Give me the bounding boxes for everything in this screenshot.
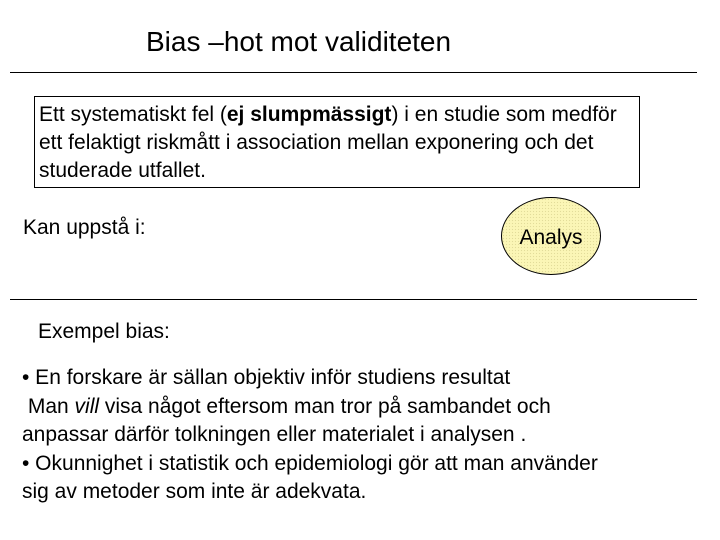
definition-emphasis: ej slumpmässigt	[226, 103, 392, 126]
analysis-oval	[501, 197, 601, 275]
slide-title: Bias –hot mot validiteten	[146, 26, 452, 57]
analysis-oval-label: Analys	[519, 226, 583, 249]
middle-divider	[10, 299, 697, 300]
definition-text-start: Ett systematiskt fel (	[39, 103, 227, 126]
examples-text	[22, 364, 702, 507]
example-line-2-start: Man	[22, 394, 75, 418]
definition-text-end: ) i en studie som medför ett felaktigt riskmått i association mellan exponering och det studerade utfallet.	[39, 103, 617, 182]
example-line-2-emphasis: vill	[74, 394, 100, 418]
example-line-2	[22, 393, 702, 422]
definition-box	[34, 96, 640, 188]
example-line-4: • Okunnighet i statistik och epidemiologi gör att man använder	[22, 451, 598, 475]
example-line-1: • En forskare är sällan objektiv inför studiens resultat	[22, 366, 511, 389]
example-line-2-end: visa något eftersom man tror på sambandet och	[99, 394, 551, 418]
example-line-3: anpassar därför tolkningen eller materialet i analysen .	[22, 423, 527, 446]
example-line-5: sig av metoder som inte är adekvata.	[22, 480, 367, 503]
top-divider	[10, 72, 697, 73]
examples-heading: Exempel bias:	[38, 320, 170, 343]
arises-in-label: Kan uppstå i:	[23, 216, 146, 239]
